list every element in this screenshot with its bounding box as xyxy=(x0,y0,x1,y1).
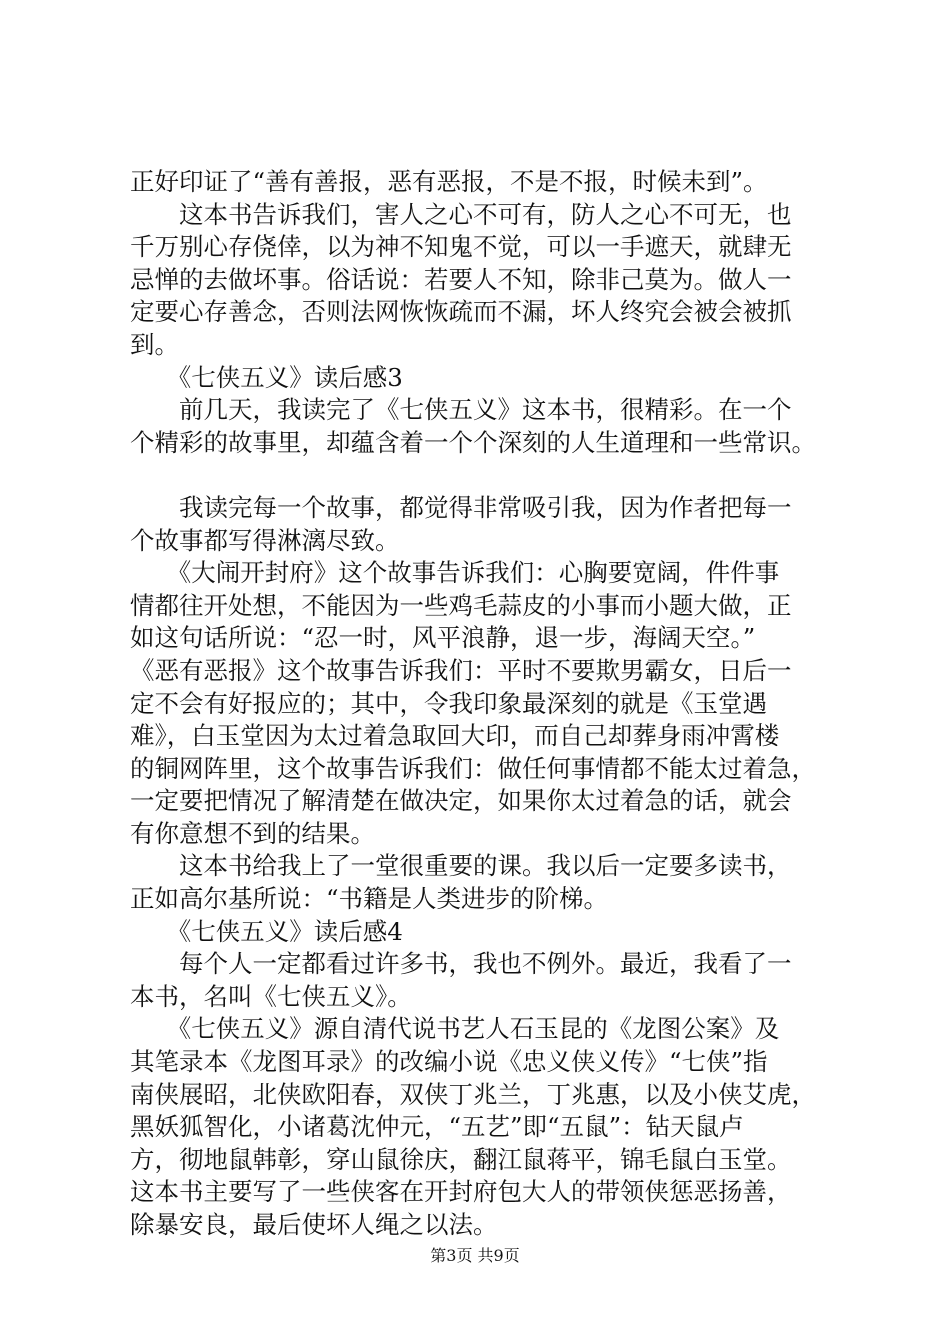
text-line: 到。 xyxy=(130,329,179,359)
blank-line xyxy=(130,459,850,492)
text-line: 千万别心存侥倖，以为神不知鬼不觉，可以一手遮天，就肆无 xyxy=(130,232,792,262)
text-line: 这本书告诉我们，害人之心不可有，防人之心不可无，也 xyxy=(130,199,792,229)
text-line: 前几天，我读完了《七侠五义》这本书，很精彩。在一个 xyxy=(130,395,792,425)
text-line: 这本书给我上了一堂很重要的课。我以后一定要多读书， xyxy=(130,851,792,881)
text-line: 我读完每一个故事，都觉得非常吸引我，因为作者把每一 xyxy=(130,492,792,522)
section-heading: 《七侠五义》读后感4 xyxy=(130,916,403,946)
text-line: 《恶有恶报》这个故事告诉我们：平时不要欺男霸女，日后一 xyxy=(130,655,792,685)
text-line: 《七侠五义》源自清代说书艺人石玉昆的《龙图公案》及 xyxy=(130,1014,780,1044)
text-line: 黑妖狐智化，小诸葛沈仲元，“五艺”即“五鼠”：钻天鼠卢 xyxy=(130,1112,744,1142)
text-line: 本书，名叫《七侠五义》。 xyxy=(130,981,412,1011)
text-line: 正如高尔基所说：“书籍是人类进步的阶梯。 xyxy=(130,884,609,914)
text-line: 一定要把情况了解清楚在做决定，如果你太过着急的话，就会 xyxy=(130,786,792,816)
text-line: 《大闹开封府》这个故事告诉我们：心胸要宽阔，件件事 xyxy=(130,558,780,588)
text-line: 有你意想不到的结果。 xyxy=(130,818,375,848)
text-line: 南侠展昭，北侠欧阳春，双侠丁兆兰，丁兆惠，以及小侠艾虎， xyxy=(130,1079,816,1109)
page-footer: 第3页 共9页 xyxy=(430,1246,520,1265)
text-line: 定要心存善念，否则法网恢恢疏而不漏，坏人终究会被会被抓 xyxy=(130,297,792,327)
text-line: 除暴安良，最后使坏人绳之以法。 xyxy=(130,1210,498,1239)
text-line: 正好印证了“善有善报，恶有恶报，不是不报，时候未到”。 xyxy=(130,167,768,196)
body-text xyxy=(130,166,850,1242)
text-line: 每个人一定都看过许多书，我也不例外。最近，我看了一 xyxy=(130,949,792,979)
text-line: 忌惮的去做坏事。俗话说：若要人不知，除非己莫为。做人一 xyxy=(130,264,792,294)
text-line: 情都往开处想，不能因为一些鸡毛蒜皮的小事而小题大做，正 xyxy=(130,590,792,620)
section-heading: 《七侠五义》读后感3 xyxy=(130,362,403,392)
text-line: 难》，白玉堂因为太过着急取回大印，而自己却葬身雨冲霄楼 xyxy=(130,721,780,751)
text-line: 如这句话所说：“忍一时，风平浪静，退一步，海阔天空。” xyxy=(130,623,756,653)
text-line: 的铜网阵里，这个故事告诉我们：做任何事情都不能太过着急， xyxy=(130,753,816,783)
text-line: 这本书主要写了一些侠客在开封府包大人的带领侠惩恶扬善， xyxy=(130,1177,792,1207)
text-line: 定不会有好报应的；其中，令我印象最深刻的就是《玉堂遇 xyxy=(130,688,767,718)
text-line: 个精彩的故事里，却蕴含着一个个深刻的人生道理和一些常识。 xyxy=(130,427,816,457)
text-line: 方，彻地鼠韩彰，穿山鼠徐庆，翻江鼠蒋平，锦毛鼠白玉堂。 xyxy=(130,1144,792,1174)
text-line: 其笔录本《龙图耳录》的改编小说《忠义侠义传》“七侠”指 xyxy=(130,1047,768,1077)
text-line: 个故事都写得淋漓尽致。 xyxy=(130,525,400,555)
